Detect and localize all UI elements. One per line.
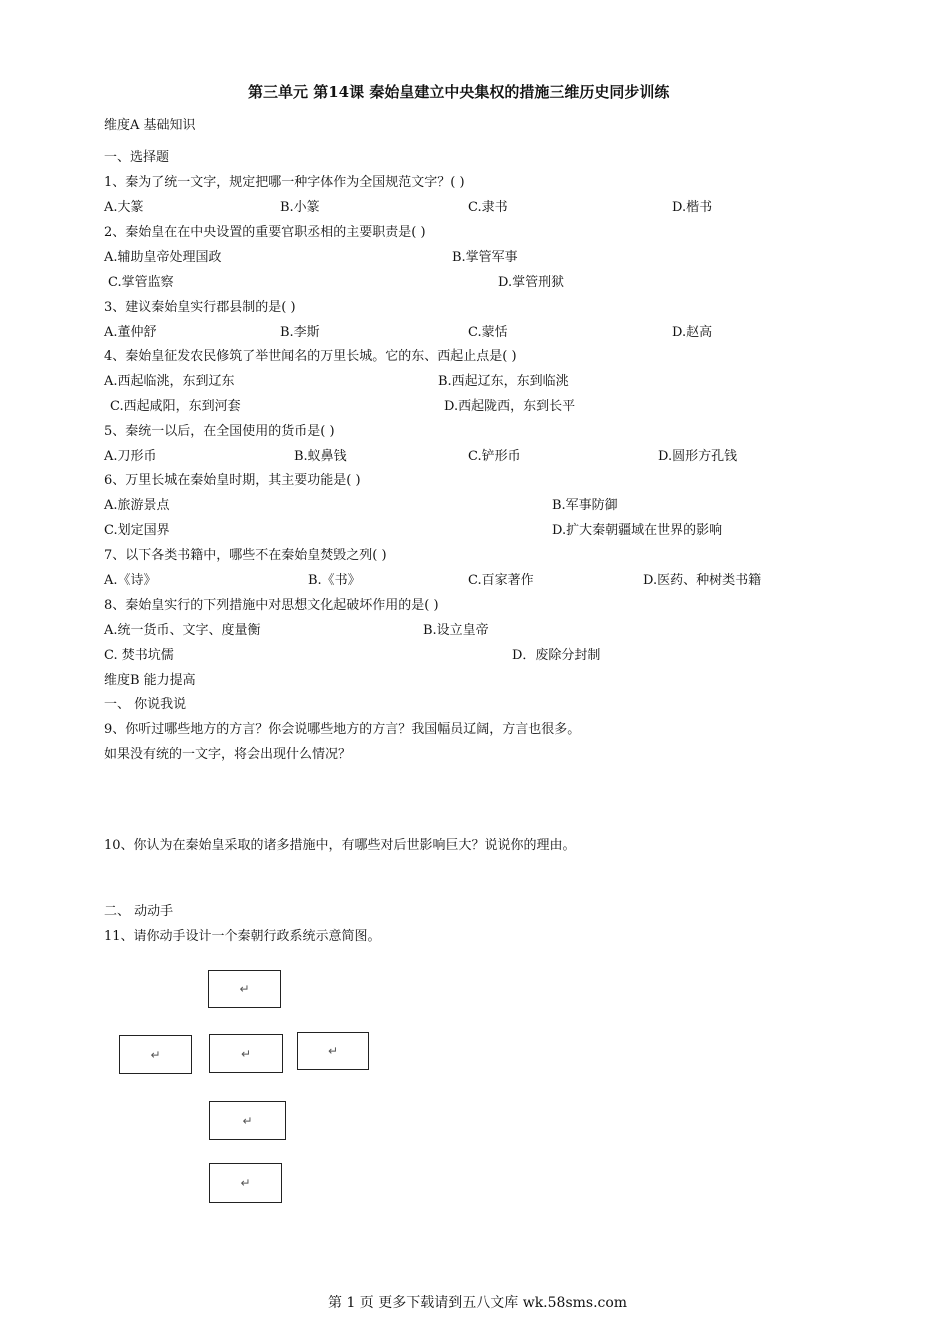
q6-option-a: A.旅游景点 [104,498,170,513]
q5-option-b: B.蚁鼻钱 [294,449,347,464]
diagram-box-lower [209,1101,286,1140]
q6-option-b: B.军事防御 [552,498,618,513]
q5-option-a: A.刀形币 [104,449,157,464]
part-choice-heading: 一、选择题 [104,150,170,165]
diagram-box-bottom [209,1163,282,1203]
return-mark: ↵ [150,1047,161,1062]
q4-option-c: C.西起咸阳，东到河套 [110,399,241,414]
diagram-box-left [119,1035,192,1074]
question-4-stem: 4、秦始皇征发农民修筑了举世闻名的万里长城。它的东、西起止点是( ) [104,349,517,364]
q3-option-a: A.董仲舒 [104,325,157,340]
q4-option-d: D.西起陇西，东到长平 [444,399,576,414]
q2-option-a: A.辅助皇帝处理国政 [104,250,222,265]
return-mark: ↵ [240,1176,251,1190]
q8-option-c: C. 焚书坑儒 [104,648,174,663]
q8-option-a: A.统一货币、文字、度量衡 [104,623,261,638]
return-mark: ↵ [239,982,250,996]
q1-option-b: B.小篆 [280,200,320,215]
q7-option-d: D.医药、种树类书籍 [643,573,762,588]
q2-option-d: D.掌管刑狱 [498,275,565,290]
question-1-stem: 1、秦为了统一文字，规定把哪一种字体作为全国规范文字？( ) [104,175,465,190]
question-11: 11、请你动手设计一个秦朝行政系统示意简图。 [104,929,381,944]
page-title: 第三单元 第14课 秦始皇建立中央集权的措施三维历史同步训练 [248,83,670,101]
diagram-box-right [297,1032,369,1070]
part-discuss-heading: 一、 你说我说 [104,697,187,712]
q5-option-c: C.铲形币 [468,449,521,464]
question-3-stem: 3、建议秦始皇实行郡县制的是( ) [104,300,296,315]
diagram-box-center [209,1034,283,1073]
q7-option-a: A.《诗》 [104,573,157,588]
q1-option-c: C.隶书 [468,200,508,215]
q3-option-c: C.蒙恬 [468,325,508,340]
q5-option-d: D.圆形方孔钱 [658,449,738,464]
q3-option-b: B.李斯 [280,325,320,340]
section-b-heading: 维度B 能力提高 [104,673,196,688]
question-7-stem: 7、以下各类书籍中，哪些不在秦始皇焚毁之列( ) [104,548,387,563]
question-8-stem: 8、秦始皇实行的下列措施中对思想文化起破坏作用的是( ) [104,598,439,613]
return-mark: ↵ [240,1046,252,1061]
part-handson-heading: 二、 动动手 [104,904,174,919]
q2-option-b: B.掌管军事 [452,250,518,265]
question-5-stem: 5、秦统一以后，在全国使用的货币是( ) [104,424,335,439]
q7-option-b: B.《书》 [308,573,361,588]
q8-option-d: D．废除分封制 [512,648,601,663]
return-mark: ↵ [242,1113,253,1128]
q1-option-a: A.大篆 [104,200,144,215]
q1-option-d: D.楷书 [672,200,713,215]
q6-option-d: D.扩大秦朝疆域在世界的影响 [552,523,723,538]
q4-option-b: B.西起辽东，东到临洮 [438,374,569,389]
q4-option-a: A.西起临洮，东到辽东 [104,374,235,389]
question-9-line-2: 如果没有统的一文字，将会出现什么情况？ [104,747,352,762]
diagram-box-top [208,970,281,1008]
question-6-stem: 6、万里长城在秦始皇时期，其主要功能是( ) [104,473,361,488]
page-footer: 第 1 页 更多下载请到五八文库 wk.58sms.com [328,1295,628,1311]
q7-option-c: C.百家著作 [468,573,534,588]
question-9-line-1: 9、你听过哪些地方的方言？你会说哪些地方的方言？我国幅员辽阔，方言也很多。 [104,722,581,737]
section-a-heading: 维度A 基础知识 [104,118,196,133]
q8-option-b: B.设立皇帝 [423,623,489,638]
q3-option-d: D.赵高 [672,325,713,340]
q6-option-c: C.划定国界 [104,523,170,538]
return-mark: ↵ [327,1044,339,1058]
q2-option-c: C.掌管监察 [108,275,174,290]
question-10: 10、你认为在秦始皇采取的诸多措施中，有哪些对后世影响巨大？说说你的理由。 [104,838,576,853]
question-2-stem: 2、秦始皇在在中央设置的重要官职丞相的主要职责是( ) [104,225,426,240]
